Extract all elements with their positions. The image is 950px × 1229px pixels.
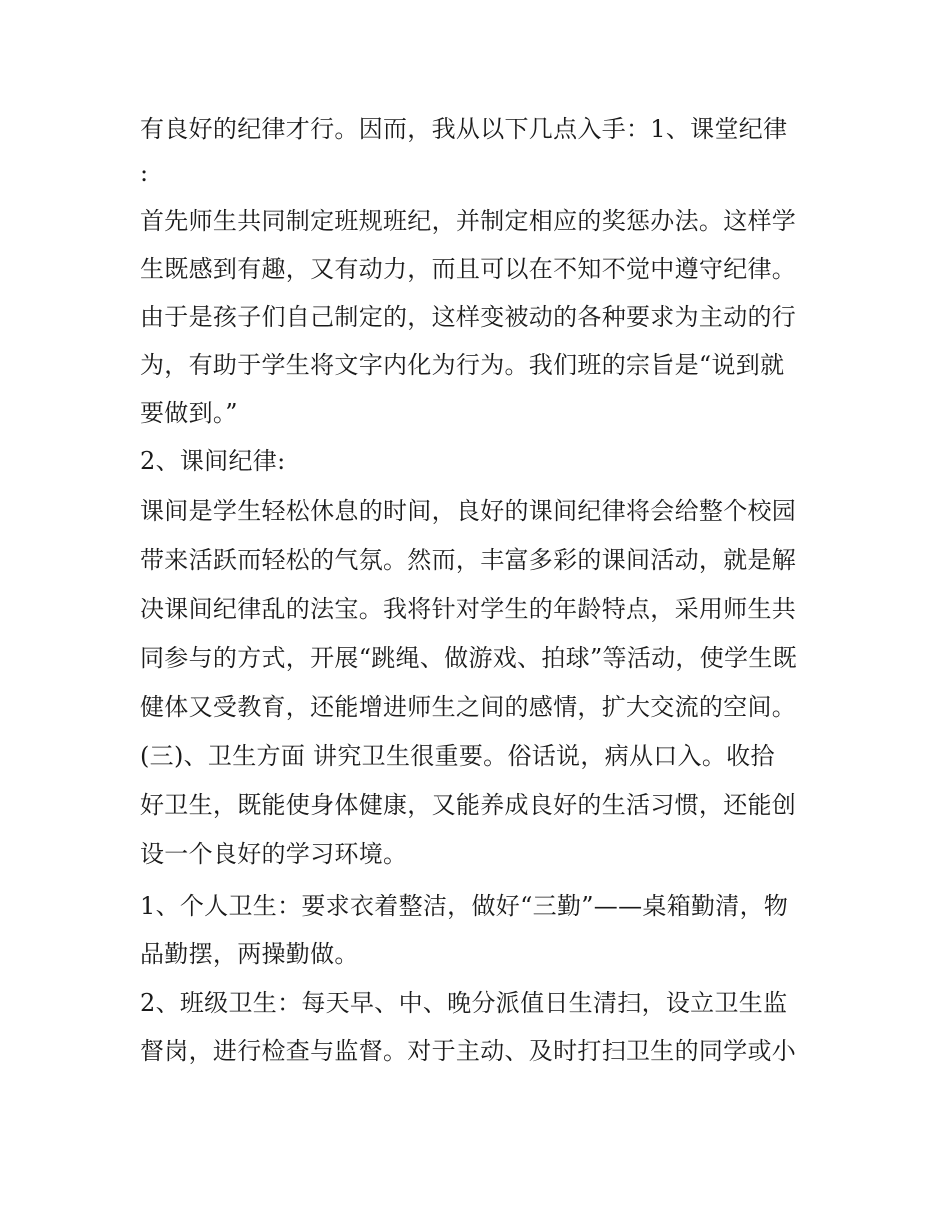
text-line: 好卫生，既能使身体健康，又能养成良好的生活习惯，还能创 (140, 791, 797, 819)
text-line: (三)、卫生方面 讲究卫生很重要。俗话说，病从口入。收拾 (140, 742, 775, 770)
text-line: 由于是孩子们自己制定的，这样变被动的各种要求为主动的行 (140, 303, 797, 331)
text-line: 品勤摆，两操勤做。 (140, 940, 359, 968)
text-line: 督岗，进行检查与监督。对于主动、及时打扫卫生的同学或小 (140, 1037, 797, 1065)
text-line: 要做到。” (140, 399, 238, 427)
text-line: 为，有助于学生将文字内化为行为。我们班的宗旨是“说到就 (140, 351, 785, 379)
text-line: 1、个人卫生：要求衣着整洁，做好“三勤”——桌箱勤清，物 (140, 892, 789, 920)
text-line: 带来活跃而轻松的气氛。然而，丰富多彩的课间活动，就是解 (140, 546, 797, 574)
text-line: 决课间纪律乱的法宝。我将针对学生的年龄特点，采用师生共 (140, 595, 797, 623)
text-line: 课间是学生轻松休息的时间，良好的课间纪律将会给整个校园 (140, 497, 797, 525)
text-line: 设一个良好的学习环境。 (140, 840, 408, 868)
text-line: 首先师生共同制定班规班纪，并制定相应的奖惩办法。这样学 (140, 207, 797, 235)
text-line: 同参与的方式，开展“跳绳、做游戏、拍球”等活动，使学生既 (140, 644, 797, 672)
text-line: 2、课间纪律: (140, 447, 286, 475)
text-line: 有良好的纪律才行。因而，我从以下几点入手：1、课堂纪律 (140, 115, 788, 143)
text-line: : (140, 159, 149, 187)
text-line: 生既感到有趣，又有动力，而且可以在不知不觉中遵守纪律。 (140, 255, 797, 283)
text-line: 健体又受教育，还能增进师生之间的感情，扩大交流的空间。 (140, 693, 797, 721)
text-line: 2、班级卫生：每天早、中、晚分派值日生清扫，设立卫生监 (140, 989, 788, 1017)
